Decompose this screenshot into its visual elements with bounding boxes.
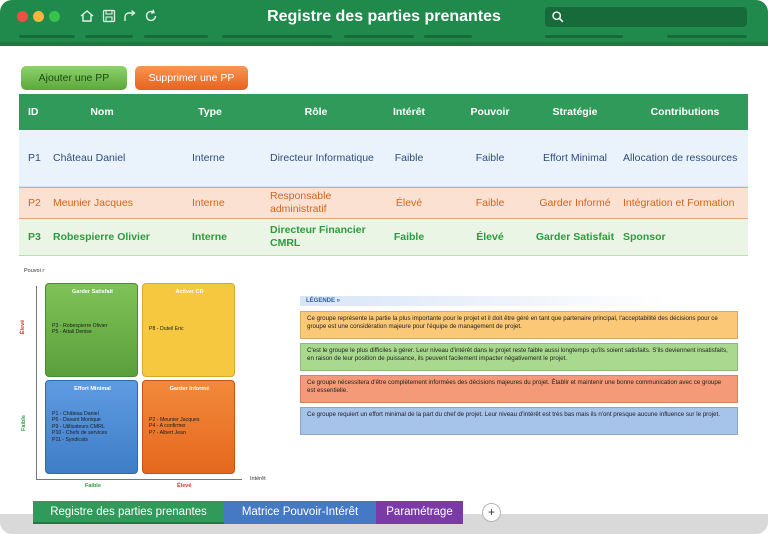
app-title: Registre des parties prenantes — [267, 8, 501, 25]
cell-id[interactable]: P1 — [28, 152, 41, 164]
cell-pouvoir[interactable]: Faible — [475, 197, 505, 209]
quadrant-item: P4 - A confirmer — [149, 423, 186, 430]
x-high-label: Élevé — [177, 483, 192, 489]
quadrant-item: P6 - Davant Monique — [52, 417, 101, 424]
quadrant-items — [149, 326, 184, 332]
toolbar-strip — [424, 35, 472, 38]
cell-interet[interactable]: Faible — [394, 152, 424, 164]
legend-entry-orange: Ce groupe représente la partie la plus importante pour le projet et il doit être géré en tant que partenaire principal, l'acceptabilité des décisions pour ce groupe est une considération majeure pour l'équipe de management de projet. — [300, 311, 738, 339]
quadrant-title: Effort Minimal — [74, 386, 111, 392]
delete-stakeholder-button[interactable]: Supprimer une PP — [135, 66, 248, 90]
toolbar-strip — [19, 35, 75, 38]
legend-entry-red: Ce groupe nécessitera d'être complètement informées des décisions majeures du projet. Établir et maintenir une bonne communication avec ce groupe est essentielle. — [300, 375, 738, 403]
quadrant-item: P1 - Château Daniel — [52, 411, 99, 417]
title-bar-border — [0, 42, 768, 46]
toolbar-strip — [545, 35, 623, 38]
table-row[interactable] — [19, 219, 748, 256]
cell-contributions[interactable]: Sponsor — [623, 231, 666, 243]
quadrant-activer[interactable] — [142, 283, 235, 377]
x-low-label: Faible — [85, 483, 101, 489]
cell-pouvoir[interactable]: Élevé — [476, 231, 504, 243]
quadrant-item: P5 - Attali Denise — [52, 329, 92, 336]
x-axis — [36, 479, 242, 480]
quadrant-item: P11 - Syndicats — [52, 436, 88, 443]
header-strategie[interactable]: Stratégie — [552, 106, 598, 118]
header-interet[interactable]: Intérêt — [392, 106, 426, 118]
cell-role[interactable]: Directeur Informatique — [270, 151, 374, 164]
y-low-label: Faible — [20, 415, 27, 431]
legend-title: LÉGENDE » — [300, 296, 666, 306]
quadrant-items — [52, 411, 107, 443]
add-sheet-button[interactable]: + — [482, 503, 501, 522]
cell-nom[interactable]: Robespierre Olivier — [53, 231, 150, 243]
quadrant-item: P2 - Meunier Jacques — [149, 417, 200, 423]
header-id[interactable]: ID — [28, 106, 39, 118]
cell-interet[interactable]: Faible — [393, 231, 425, 243]
quadrant-title: Garder Informé — [169, 386, 210, 392]
toolbar-strip — [144, 35, 208, 38]
quadrant-item: P10 - Chefs de services — [52, 430, 108, 437]
home-icon[interactable] — [79, 8, 95, 24]
legend-entry-blue: Ce groupe requiert un effort minimal de la part du chef de projet. Leur niveau d'intérêt est très bas mais ils n'ont presque aucune influence sur le projet. — [300, 407, 738, 435]
toolbar-strip — [344, 35, 414, 38]
legend-entry-green: C'est le groupe le plus difficiles à gérer. Leur niveau d'intérêt dans le projet reste faible aussi longtemps qu'ils soient satisfaits. S'ils deviennent insatisfaits, en raison de leur position de puissance, ils peuvent facilement impacter négativement le projet. — [300, 343, 738, 371]
quadrant-item: P8 - Duteil Eric — [149, 326, 184, 332]
y-high-label: Élevé — [20, 319, 27, 335]
cell-role[interactable]: Responsable administratif — [270, 190, 332, 215]
quadrant-items — [149, 417, 199, 436]
cell-nom[interactable]: Château Daniel — [53, 152, 126, 164]
quadrant-title: Garder Satisfait — [72, 289, 113, 295]
cell-nom[interactable]: Meunier Jacques — [53, 197, 133, 209]
quadrant-title: Activer CD — [175, 289, 204, 295]
save-icon[interactable] — [101, 8, 117, 24]
minimize-window-button[interactable] — [33, 11, 44, 22]
quadrant-item: P7 - Albert Jean — [149, 429, 186, 436]
header-role[interactable]: Rôle — [304, 105, 328, 118]
table-row[interactable] — [19, 130, 748, 187]
table-row[interactable] — [19, 187, 748, 219]
share-icon[interactable] — [122, 8, 138, 24]
header-contributions[interactable]: Contributions — [650, 106, 720, 118]
toolbar-strip — [222, 35, 332, 38]
quadrant-item: P3 - Robespierre Olivier — [52, 323, 108, 329]
header-type[interactable]: Type — [198, 106, 222, 118]
close-window-button[interactable] — [17, 11, 28, 22]
cell-interet[interactable]: Élevé — [395, 197, 423, 209]
cell-strategie[interactable]: Garder Informé — [539, 197, 611, 209]
quadrant-garder-informe[interactable] — [142, 380, 235, 474]
tab-matrice[interactable]: Matrice Pouvoir-Intérêt — [224, 501, 376, 524]
cell-contributions[interactable]: Intégration et Formation — [623, 197, 735, 209]
y-axis — [36, 286, 37, 480]
header-nom[interactable]: Nom — [90, 106, 114, 118]
y-axis-label: Pouvoi r — [24, 268, 45, 274]
cell-type[interactable]: Interne — [192, 197, 225, 209]
search-icon — [551, 10, 565, 24]
cell-role[interactable]: Directeur Financier CMRL — [270, 224, 366, 249]
quadrant-garder-satisfait[interactable] — [45, 283, 138, 377]
maximize-window-button[interactable] — [49, 11, 60, 22]
cell-pouvoir[interactable]: Faible — [475, 152, 505, 164]
add-stakeholder-button[interactable]: Ajouter une PP — [21, 66, 127, 90]
tab-parametrage[interactable]: Paramétrage — [376, 501, 463, 524]
quadrant-effort-minimal[interactable] — [45, 380, 138, 474]
x-axis-label: Intérêt — [250, 476, 266, 482]
power-interest-matrix — [22, 268, 272, 493]
cell-strategie[interactable]: Effort Minimal — [543, 152, 607, 164]
header-pouvoir[interactable]: Pouvoir — [470, 106, 510, 118]
tab-registre[interactable]: Registre des parties prenantes — [33, 501, 224, 524]
cell-id[interactable]: P3 — [28, 231, 41, 243]
cell-strategie[interactable]: Garder Satisfait — [535, 231, 615, 243]
quadrant-items — [52, 323, 107, 336]
quadrant-item: P9 - Utilisateurs CMRL — [52, 423, 105, 430]
cell-contributions[interactable]: Allocation de ressources — [623, 152, 738, 164]
title-bar — [0, 0, 768, 44]
table-header — [19, 94, 748, 130]
cell-id[interactable]: P2 — [28, 197, 41, 209]
refresh-icon[interactable] — [143, 8, 159, 24]
cell-type[interactable]: Interne — [192, 231, 228, 243]
search-input[interactable] — [545, 7, 747, 27]
toolbar-strip — [85, 35, 133, 38]
cell-type[interactable]: Interne — [192, 152, 225, 164]
toolbar-strip — [667, 35, 747, 38]
